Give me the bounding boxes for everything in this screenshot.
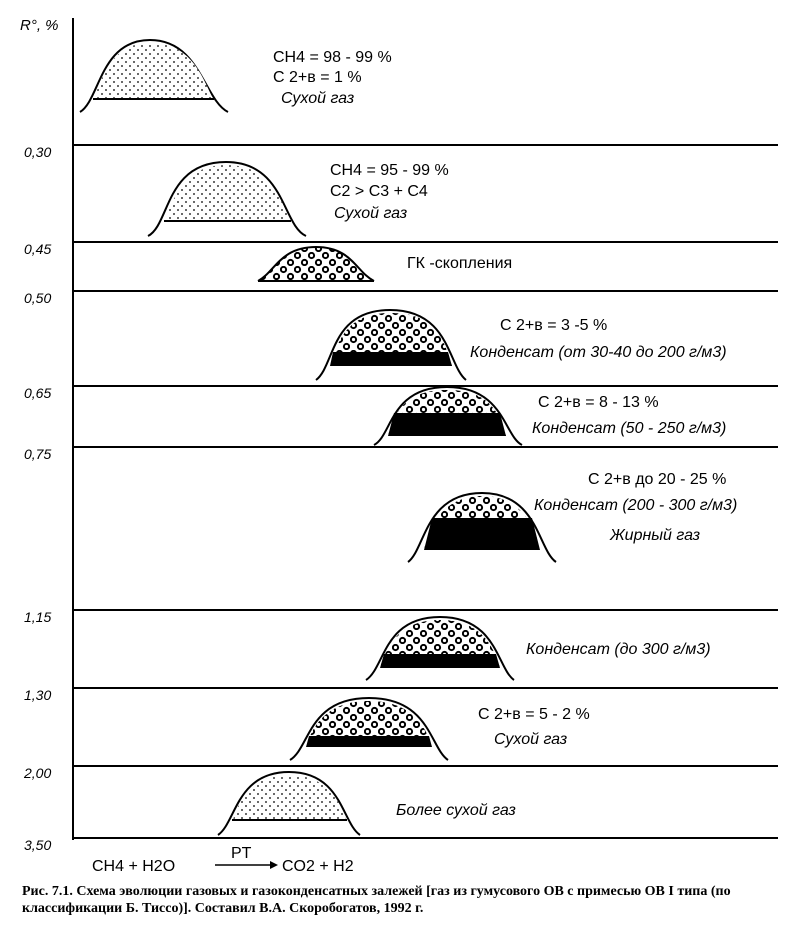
zone-8-annotation — [478, 706, 590, 748]
zone-7-annotation — [526, 641, 711, 658]
tick-labels — [23, 144, 51, 853]
zone-text: C2 > C3 + C4 — [330, 183, 428, 200]
zone-2-annotation — [330, 162, 449, 222]
dome-dry-gas-2 — [148, 162, 306, 236]
zone-text: C 2+в = 1 % — [273, 69, 362, 86]
tick-label: 3,50 — [24, 837, 52, 853]
reaction-equation — [92, 845, 354, 875]
dome-condensate-2 — [374, 387, 522, 445]
tick-label: 1,15 — [24, 609, 52, 625]
zone-text: CH4 = 95 - 99 % — [330, 162, 449, 179]
axis-label: R°, % — [20, 17, 59, 34]
zone-text: Сухой газ — [334, 205, 408, 222]
zone-text: C 2+в = 3 -5 % — [500, 317, 608, 334]
equation-left: CH4 + H2O — [92, 858, 176, 875]
tick-label: 0,30 — [24, 144, 52, 160]
zone-3-annotation — [407, 255, 512, 272]
zone-text: Конденсат (до 300 г/м3) — [526, 641, 711, 658]
zone-text: Конденсат (200 - 300 г/м3) — [534, 497, 738, 514]
zone-text: C 2+в = 5 - 2 % — [478, 706, 590, 723]
equation-right: CO2 + H2 — [282, 858, 354, 875]
dome-gas-condensate — [258, 247, 374, 281]
tick-label: 2,00 — [24, 765, 52, 781]
equation-arrow-label: PT — [231, 845, 252, 862]
arrow-head-icon — [270, 861, 278, 869]
zone-5-annotation — [532, 394, 726, 437]
zone-text: Сухой газ — [281, 90, 355, 107]
zone-6-annotation — [534, 471, 737, 544]
zone-text: Жирный газ — [610, 527, 701, 544]
zone-4-annotation — [470, 317, 727, 361]
dome-condensate-3 — [366, 617, 514, 680]
tick-label: 0,65 — [24, 385, 52, 401]
zone-text: CH4 = 98 - 99 % — [273, 49, 392, 66]
zone-text: C 2+в = 8 - 13 % — [538, 394, 659, 411]
zone-text: Конденсат (от 30-40 до 200 г/м3) — [470, 344, 727, 361]
zone-9-annotation — [396, 802, 516, 819]
dome-drier-gas — [218, 772, 360, 835]
zone-text: C 2+в до 20 - 25 % — [588, 471, 727, 488]
tick-label: 0,50 — [24, 290, 52, 306]
zone-text: Конденсат (50 - 250 г/м3) — [532, 420, 727, 437]
dome-condensate-1 — [316, 310, 466, 380]
zone-text: Более сухой газ — [396, 802, 516, 819]
tick-label: 0,75 — [24, 446, 52, 462]
figure-caption: Рис. 7.1. Схема эволюции газовых и газоконденсатных залежей [газ из гумусового ОВ с примесью ОВ I типа (по классификации Б. Тиссо)]. Составил В.А. Скоробогатов, 1992 г. — [22, 884, 731, 916]
zone-text: ГК -скопления — [407, 255, 513, 272]
dome-dry-gas-1 — [80, 40, 228, 112]
tick-label: 0,45 — [24, 241, 52, 257]
tick-label: 1,30 — [24, 687, 52, 703]
dome-dry-gas-3 — [290, 698, 448, 760]
zone-1-annotation — [273, 49, 392, 107]
zone-text: Сухой газ — [494, 731, 568, 748]
